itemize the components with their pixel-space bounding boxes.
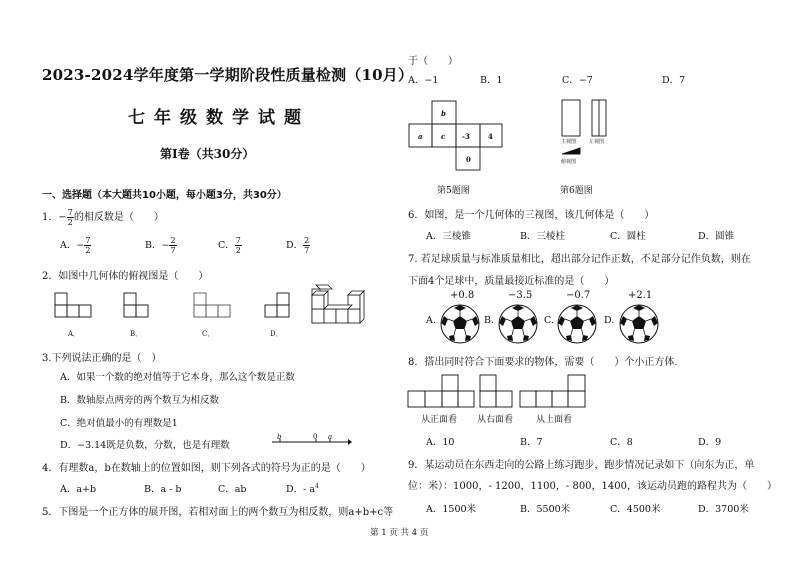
q9-option-a[interactable]: A．1500米 — [426, 504, 477, 515]
q9-option-b[interactable]: B．5500米 — [520, 504, 571, 515]
q6-option-a[interactable]: A．三棱锥 — [426, 231, 471, 242]
q1-option-b-label: B． — [145, 240, 162, 251]
q1-stem-den: 2 — [67, 218, 73, 227]
exam-subtitle: 七年级数学试题 — [128, 108, 310, 128]
net-label-a: a — [418, 132, 423, 141]
q3-option-c[interactable]: C．绝对值最小的有理数是1 — [60, 418, 178, 429]
q7-ball-a-label[interactable]: A. — [426, 315, 436, 326]
q1-option-c[interactable] — [218, 236, 242, 255]
q1-option-b-sign: − — [161, 240, 170, 251]
q1-option-d-num: 2 — [304, 236, 310, 245]
q9-option-d[interactable]: D．3700米 — [698, 504, 749, 515]
q8-right-label: 从右面看 — [477, 415, 514, 425]
q8-top-label: 从上面看 — [536, 415, 573, 425]
section-heading: 一、选择题（本大题共10小题，每小题3分，共30分） — [42, 190, 287, 201]
q7-ball-d-value: +2.1 — [628, 290, 653, 301]
q4-option-a[interactable]: A．a+b — [60, 484, 97, 495]
q4-number-line — [272, 430, 352, 448]
q1-option-c-frac — [235, 236, 242, 255]
q1-option-c-num: 7 — [235, 236, 241, 245]
q1-stem-prefix: 1． — [42, 212, 59, 223]
q1-option-c-den: 2 — [235, 246, 241, 255]
q8-option-c[interactable]: C．8 — [610, 437, 633, 448]
q5-stem: 5．下图是一个正方体的展开图，若相对面上的两个数互为相反数，则a+b+c等 — [42, 507, 394, 518]
q2-option-a-label: A． — [68, 330, 81, 338]
q5-option-c[interactable]: C．−7 — [562, 75, 593, 86]
q7-ball-c-label[interactable]: C. — [544, 315, 554, 326]
q1-option-a-frac — [84, 236, 91, 255]
net-label-4: 4 — [488, 132, 493, 141]
q2-stem: 2．如图中几何体的俯视图是（ ） — [42, 271, 209, 282]
q1-option-b-frac — [169, 236, 176, 255]
q1-option-b-den: 7 — [170, 246, 176, 255]
q6-caption: 第6题图 — [560, 186, 593, 196]
q5-option-d[interactable]: D．7 — [662, 75, 686, 86]
numberline-label-a: a — [328, 433, 333, 441]
q2-option-d-figure[interactable] — [264, 292, 294, 322]
view-label-top: 俯视图 — [561, 159, 577, 165]
view-label-front: 主视图 — [561, 139, 577, 145]
q4-option-b[interactable]: B．a - b — [144, 484, 182, 495]
soccer-ball-c-icon[interactable] — [557, 304, 597, 344]
q8-front-view — [406, 373, 476, 409]
q8-stem: 8．搭出同时符合下面要求的物体，需要（ ）个小正方体. — [408, 357, 678, 368]
q1-option-a-sign: − — [76, 240, 85, 251]
exam-title: 2023-2024学年度第一学期阶段性质量检测（10月） — [42, 66, 414, 84]
soccer-ball-b-icon[interactable] — [498, 304, 538, 344]
q8-right-view — [478, 373, 518, 409]
q1-option-d-frac — [303, 236, 310, 255]
q8-option-b[interactable]: B．7 — [520, 437, 543, 448]
q6-stem: 6．如图，是一个几何体的三视图，该几何体是（ ） — [408, 210, 655, 221]
q4-option-d[interactable] — [286, 481, 319, 495]
q3-option-b[interactable]: B．数轴原点两旁的两个数互为相反数 — [60, 395, 219, 406]
q3-option-d[interactable]: D．−3.14既是负数，分数，也是有理数 — [60, 440, 230, 451]
q7-ball-b-value: −3.5 — [508, 290, 533, 301]
q2-option-a-figure[interactable] — [54, 292, 94, 322]
q2-option-c-label: C． — [202, 330, 215, 338]
q4-option-c[interactable]: C．ab — [218, 484, 247, 495]
q4-stem: 4．有理数a，b在数轴上的位置如图，则下列各式的符号为正的是（ ） — [42, 463, 371, 474]
q1-option-d-den: 7 — [304, 246, 310, 255]
q8-option-d[interactable]: D．9 — [698, 437, 722, 448]
q1-option-a-num: 7 — [85, 236, 91, 245]
q1-option-b-num: 2 — [170, 236, 176, 245]
q2-option-d-label: D． — [270, 330, 283, 338]
q5-stem-cont: 于（ ） — [408, 56, 458, 67]
q7-ball-c-value: −0.7 — [566, 290, 591, 301]
q7-ball-a-value: +0.8 — [450, 290, 475, 301]
q1-stem-num: 7 — [67, 208, 73, 217]
q1-option-a-label: A． — [60, 240, 77, 251]
q8-option-a[interactable]: A．10 — [426, 437, 455, 448]
q2-option-b-label: B． — [130, 330, 143, 338]
q9-option-c[interactable]: C．4500米 — [610, 504, 661, 515]
q1-stem-suffix: 的相反数是（ ） — [73, 212, 164, 223]
q6-option-d[interactable]: D．圆锥 — [698, 231, 735, 242]
q1-option-a[interactable] — [60, 236, 91, 255]
q2-solid-figure — [310, 283, 372, 325]
q6-option-b[interactable]: B．三棱柱 — [520, 231, 565, 242]
volume-label: 第Ⅰ卷（共30分） — [160, 147, 255, 161]
q2-option-c-figure[interactable] — [193, 292, 237, 322]
q8-top-view — [518, 373, 592, 409]
soccer-ball-a-icon[interactable] — [440, 304, 480, 344]
q7-stem: 7. 若足球质量与标准质量相比，超出部分记作正数，不足部分记作负数，则在 — [408, 254, 751, 265]
page-number: 第 1 页 共 4 页 — [370, 528, 429, 538]
q1-stem-fraction — [67, 208, 74, 227]
numberline-label-0: 0 — [313, 433, 318, 441]
q1-option-a-den: 2 — [85, 246, 91, 255]
q4-option-d-sup: 4 — [315, 482, 319, 490]
q3-option-a[interactable]: A．如果一个数的绝对值等于它本身，那么这个数是正数 — [60, 372, 295, 383]
q1-option-d[interactable] — [286, 236, 310, 255]
numberline-label-b: b — [277, 433, 282, 441]
net-label-minus3: -3 — [462, 132, 470, 141]
q4-option-d-text: D．- a — [286, 484, 316, 495]
net-label-0: 0 — [466, 155, 471, 164]
q7-ball-b-label[interactable]: B. — [484, 315, 495, 326]
q1-stem-sign: − — [58, 212, 67, 223]
q1-option-c-label: C． — [218, 240, 235, 251]
net-label-c: c — [441, 132, 446, 141]
q5-option-a[interactable]: A．−1 — [408, 75, 439, 86]
q9-stem-cont: 位：米）：1000，- 1200，1100，- 800，1400，该运动员跑的路程共为（ ） — [408, 481, 777, 492]
q6-three-views — [560, 98, 620, 166]
q5-caption: 第5题图 — [437, 186, 470, 196]
soccer-ball-d-icon[interactable] — [619, 304, 659, 344]
q1-stem — [42, 208, 164, 227]
q7-stem-cont: 下面4个足球中，质量最接近标准的是（ ） — [408, 276, 615, 287]
q5-option-b[interactable]: B．1 — [480, 75, 503, 86]
q3-stem: 3.下列说法正确的是（ ） — [42, 353, 162, 364]
q1-option-d-label: D． — [286, 240, 304, 251]
q7-ball-d-label[interactable]: D. — [604, 315, 615, 326]
q9-stem: 9．某运动员在东西走向的公路上练习跑步，跑步情况记录如下（向东为正，单 — [408, 460, 755, 471]
q1-option-b[interactable] — [145, 236, 177, 255]
view-label-left: 左视图 — [589, 139, 605, 145]
net-label-b: b — [441, 109, 446, 118]
q8-front-label: 从正面看 — [421, 415, 458, 425]
q2-option-b-figure[interactable] — [123, 292, 153, 322]
q6-option-c[interactable]: C．圆柱 — [610, 231, 646, 242]
